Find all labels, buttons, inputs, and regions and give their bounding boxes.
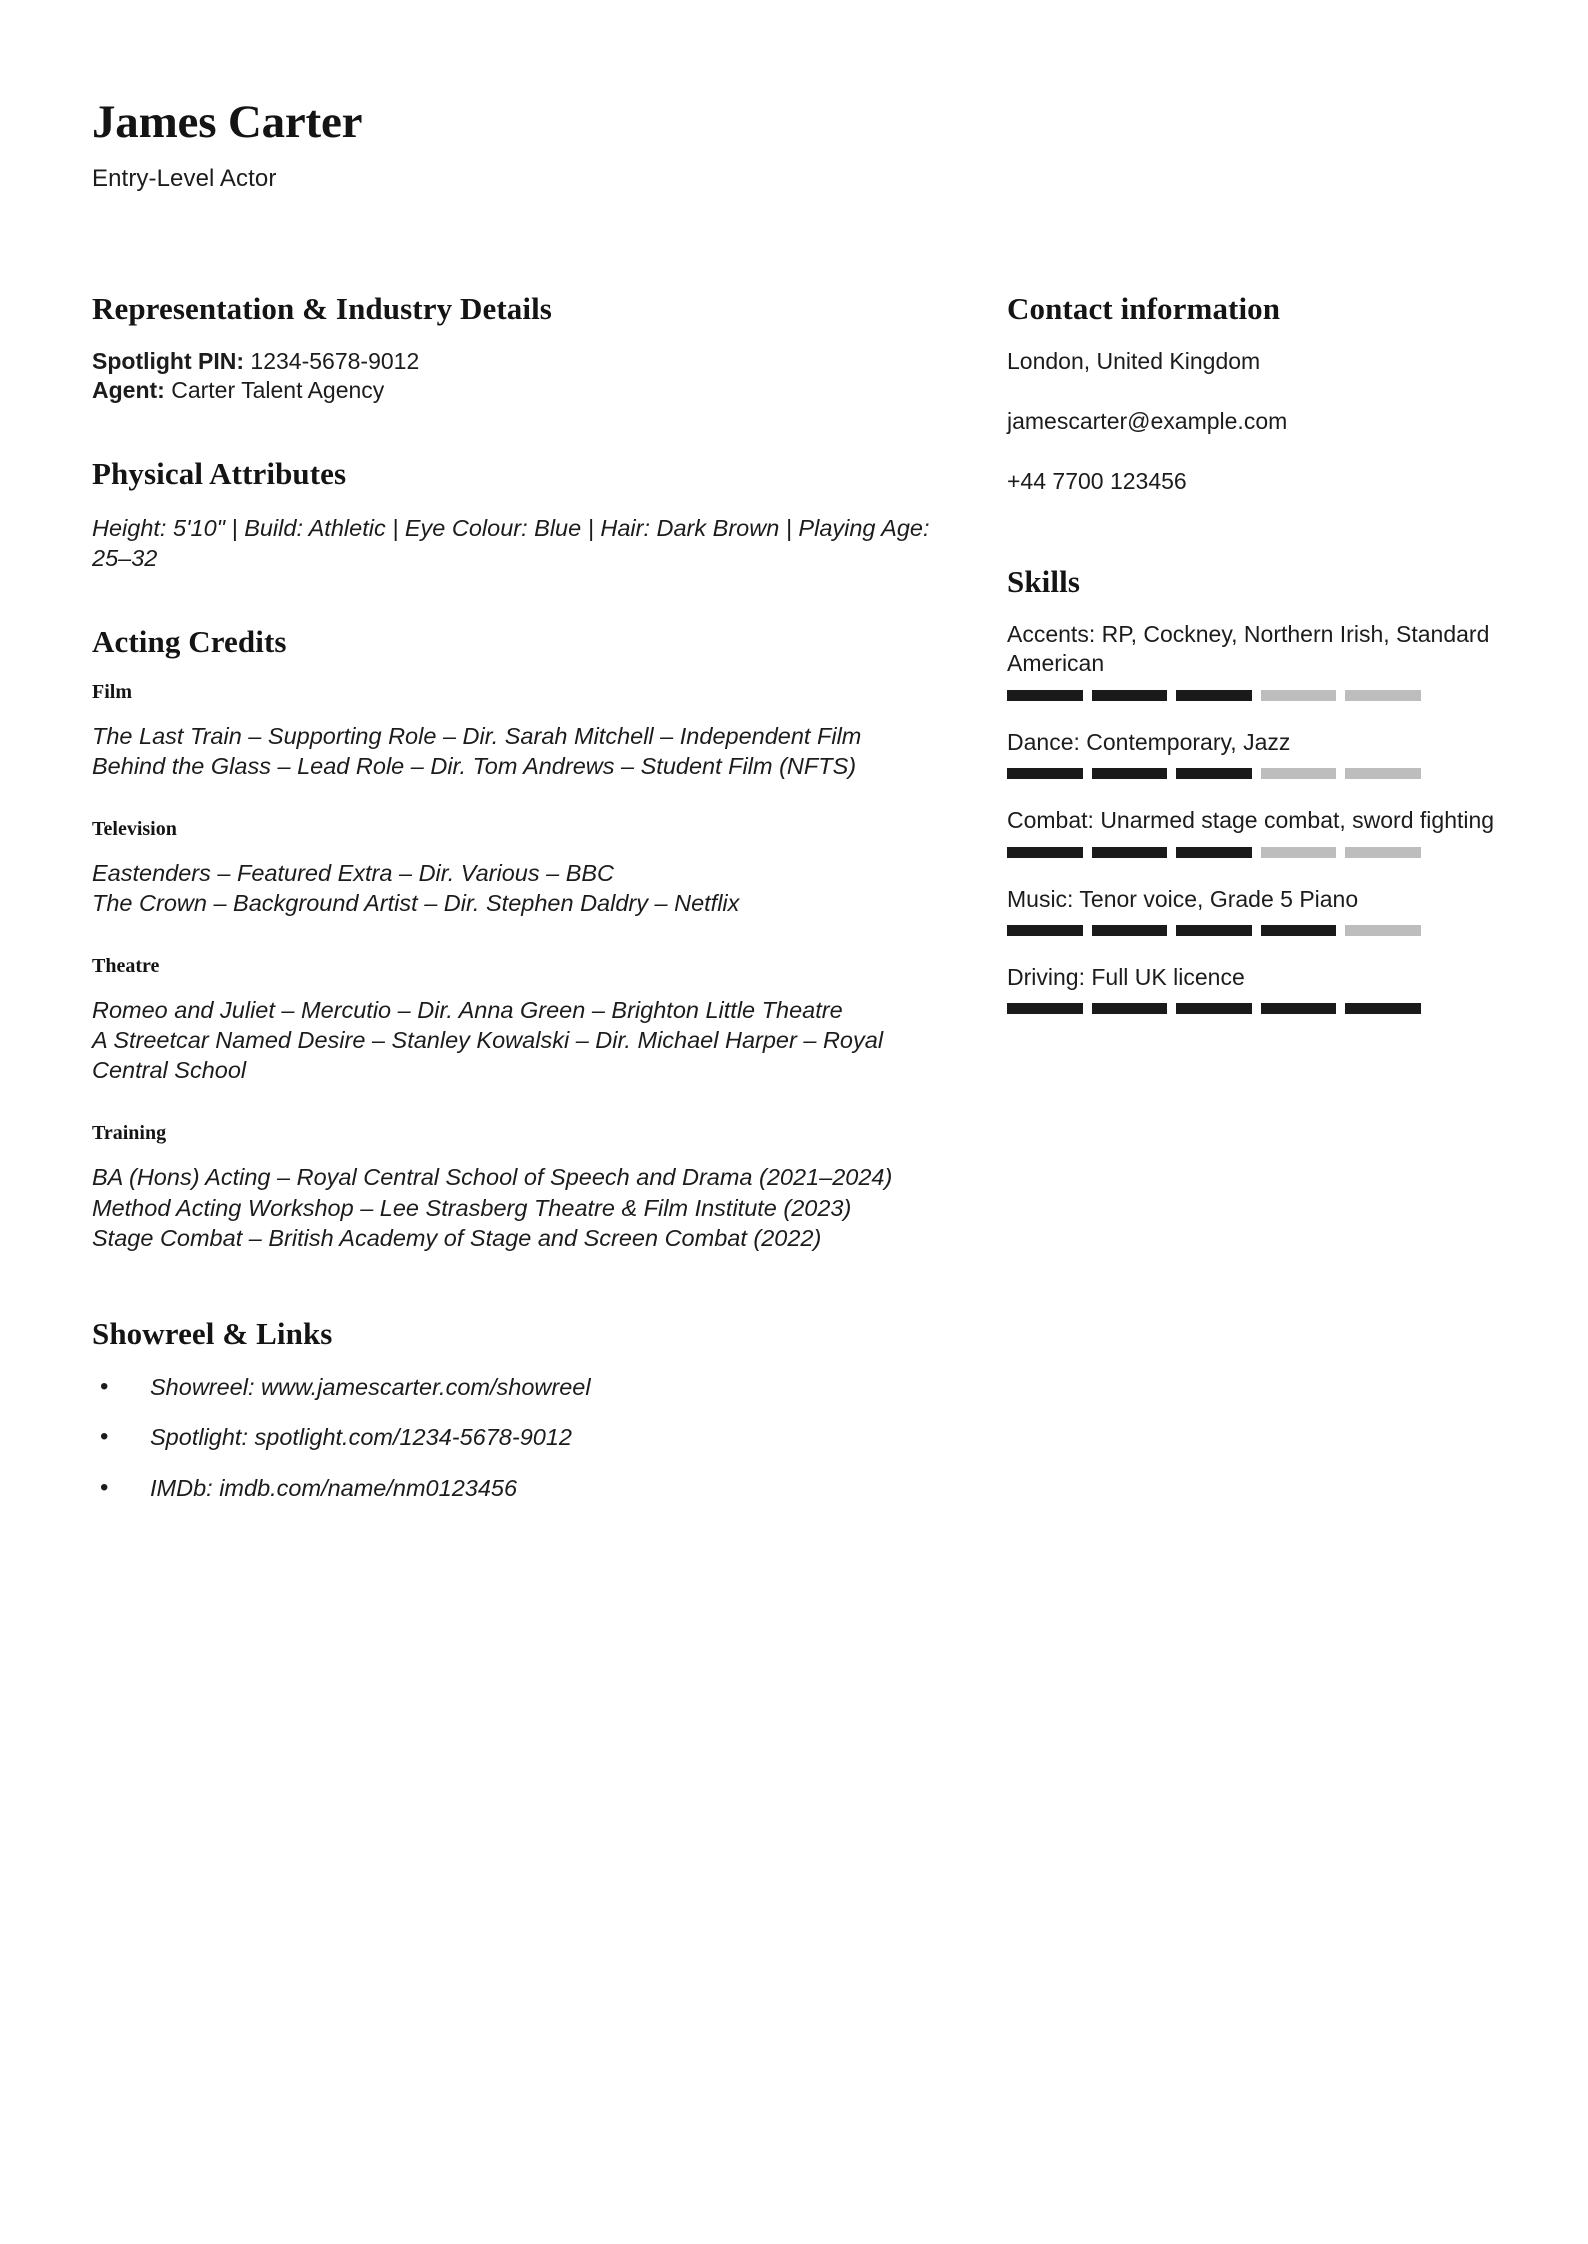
resume-body [92,290,1496,1554]
credit-group-heading: Theatre [92,955,160,978]
skill-rating-bar [1007,925,1421,936]
spotlight-pin-label: Spotlight PIN: [92,348,245,374]
rating-segment [1345,1003,1421,1014]
rating-segment [1261,847,1337,858]
rating-segment [1007,690,1083,701]
skill-rating-bar [1007,1003,1421,1014]
physical-attributes-text: Height: 5'10" | Build: Athletic | Eye Colour: Blue | Hair: Dark Brown | Playing Age: 25–32 [92,514,930,571]
credit-group-theatre [92,954,932,1085]
skill-item-driving [1007,963,1496,1014]
section-contact-information [1007,290,1496,497]
physical-attributes-title: Physical Attributes [92,456,347,492]
skill-item-accents [1007,620,1496,701]
rating-segment [1261,1003,1337,1014]
rating-segment [1007,768,1083,779]
skill-item-music [1007,885,1496,936]
skills-title: Skills [1007,563,1080,599]
contact-location: London, United Kingdom [1007,348,1261,374]
skill-label: Accents: RP, Cockney, Northern Irish, Standard American [1007,620,1490,677]
contact-information-title: Contact information [1007,290,1281,326]
showreel-links-title: Showreel & Links [92,1315,333,1351]
credit-entry: BA (Hons) Acting – Royal Central School of Speech and Drama (2021–2024) [92,1164,893,1191]
credit-entry: Romeo and Juliet – Mercutio – Dir. Anna Green – Brighton Little Theatre [92,997,843,1024]
resume-header [92,96,1496,194]
candidate-role: Entry-Level Actor [92,164,277,192]
acting-credits-title: Acting Credits [92,623,287,659]
rating-segment [1345,768,1421,779]
contact-phone[interactable]: +44 7700 123456 [1007,467,1187,494]
rating-segment [1261,925,1337,936]
rating-segment [1092,1003,1168,1014]
skill-rating-bar [1007,768,1421,779]
spotlight-pin-line [92,347,932,376]
candidate-name: James Carter [92,96,363,148]
skill-rating-bar [1007,847,1421,858]
skill-rating-bar [1007,690,1421,701]
rating-segment [1092,925,1168,936]
skill-item-dance [1007,728,1496,779]
right-column [1007,290,1496,1065]
showreel-links-list [92,1372,932,1504]
credit-group-film [92,680,932,781]
rating-segment [1176,925,1252,936]
spotlight-pin-value: 1234-5678-9012 [244,348,420,374]
list-item[interactable]: • Spotlight: spotlight.com/1234-5678-9012 [92,1422,932,1453]
left-column [92,290,932,1554]
skill-label: Music: Tenor voice, Grade 5 Piano [1007,885,1359,912]
credit-entry: The Crown – Background Artist – Dir. Stephen Daldry – Netflix [92,890,740,917]
rating-segment [1176,1003,1252,1014]
credit-entry: The Last Train – Supporting Role – Dir. Sarah Mitchell – Independent Film [92,722,862,749]
rating-segment [1007,925,1083,936]
credit-group-heading: Television [92,818,177,841]
skill-label: Combat: Unarmed stage combat, sword fighting [1007,807,1495,834]
skill-label: Driving: Full UK licence [1007,964,1245,991]
credit-entry: Method Acting Workshop – Lee Strasberg Theatre & Film Institute (2023) [92,1194,852,1221]
rating-segment [1176,690,1252,701]
skill-label: Dance: Contemporary, Jazz [1007,728,1291,755]
rating-segment [1261,690,1337,701]
section-skills [1007,563,1496,1015]
credit-entry: Stage Combat – British Academy of Stage and Screen Combat (2022) [92,1224,822,1251]
credit-entry: A Streetcar Named Desire – Stanley Kowalski – Dir. Michael Harper – Royal Central School [92,1027,884,1084]
section-acting-credits [92,623,932,1253]
rating-segment [1092,847,1168,858]
rating-segment [1345,690,1421,701]
rating-segment [1345,847,1421,858]
credit-group-television [92,817,932,918]
credit-entry: Eastenders – Featured Extra – Dir. Various – BBC [92,860,615,887]
section-representation [92,290,932,406]
list-item[interactable]: • Showreel: www.jamescarter.com/showreel [92,1372,932,1403]
agent-label: Agent: [92,377,165,404]
section-showreel-links [92,1315,932,1504]
rating-segment [1092,768,1168,779]
list-item[interactable]: • IMDb: imdb.com/name/nm0123456 [92,1473,932,1504]
agent-value: Carter Talent Agency [164,377,385,404]
representation-title: Representation & Industry Details [92,290,552,326]
credit-group-heading: Film [92,680,132,703]
rating-segment [1007,1003,1083,1014]
rating-segment [1007,847,1083,858]
contact-email[interactable]: jamescarter@example.com [1007,407,1288,434]
credit-entry: Behind the Glass – Lead Role – Dir. Tom Andrews – Student Film (NFTS) [92,753,857,780]
section-physical-attributes [92,455,932,572]
rating-segment [1176,847,1252,858]
rating-segment [1092,690,1168,701]
agent-line [92,376,932,405]
rating-segment [1261,768,1337,779]
skill-item-combat [1007,806,1496,857]
credit-group-training [92,1121,932,1252]
credit-group-heading: Training [92,1122,167,1145]
rating-segment [1176,768,1252,779]
rating-segment [1345,925,1421,936]
